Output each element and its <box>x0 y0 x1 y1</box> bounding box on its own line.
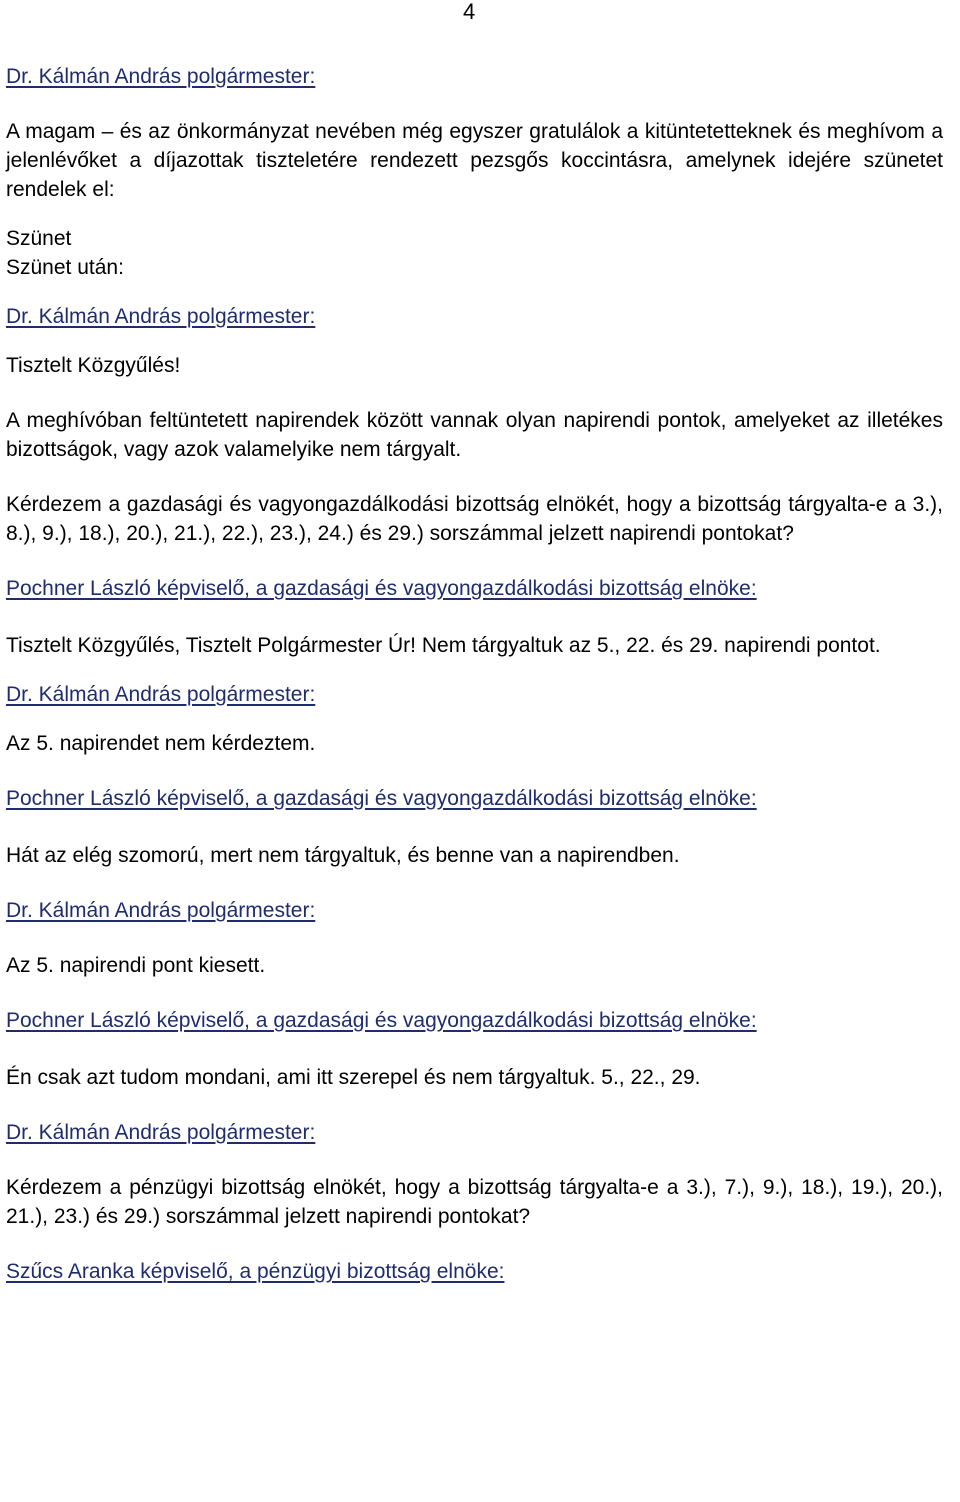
paragraph-text: A magam – és az önkormányzat nevében még egyszer gratulálok a kitüntetetteknek és meghívom a jelenlévőket a díjazottak tiszteletére rendezett pezsgős koccintásra, amelynek idejére szünetet rendelek el: <box>6 120 943 201</box>
paragraph-text: Az 5. napirendet nem kérdeztem. <box>6 732 316 755</box>
paragraph-text: Tisztelt Közgyűlés, Tisztelt Polgármester Úr! Nem tárgyaltuk az 5., 22. és 29. napirendi pontot. <box>6 634 881 657</box>
speaker-name: Dr. Kálmán András polgármester: <box>6 683 316 706</box>
paragraph <box>6 841 943 870</box>
paragraph-text: Szünet után: <box>6 256 124 279</box>
speaker-heading <box>6 302 943 331</box>
speaker-heading <box>6 680 943 709</box>
speaker-heading <box>6 1257 943 1286</box>
paragraph <box>6 117 943 204</box>
speaker-name: Pochner László képviselő, a gazdasági és vagyongazdálkodási bizottság elnöke: <box>6 577 757 600</box>
paragraph <box>6 1063 943 1092</box>
paragraph <box>6 729 943 758</box>
speaker-name: Dr. Kálmán András polgármester: <box>6 305 316 328</box>
speaker-heading <box>6 1118 943 1147</box>
paragraph <box>6 224 943 253</box>
paragraph <box>6 951 943 980</box>
paragraph <box>6 253 943 282</box>
paragraph-text: Kérdezem a gazdasági és vagyongazdálkodási bizottság elnökét, hogy a bizottság tárgyalta-e a 3.), 8.), 9.), 18.), 20.), 21.), 22.), 23.), 24.) és 29.) sorszámmal jelzett napirendi pontokat? <box>6 493 943 545</box>
speaker-heading <box>6 784 943 813</box>
paragraph <box>6 351 943 380</box>
paragraph-text: Hát az elég szomorú, mert nem tárgyaltuk, és benne van a napirendben. <box>6 844 680 867</box>
paragraph-text: Szünet <box>6 227 72 250</box>
paragraph-text: Az 5. napirendi pont kiesett. <box>6 954 266 977</box>
page-number: 4 <box>463 0 476 24</box>
paragraph-text: Kérdezem a pénzügyi bizottság elnökét, hogy a bizottság tárgyalta-e a 3.), 7.), 9.), 18.), 19.), 20.), 21.), 23.) és 29.) sorszámmal jelzett napirendi pontokat? <box>6 1176 943 1228</box>
speaker-name: Dr. Kálmán András polgármester: <box>6 899 316 922</box>
speaker-heading <box>6 896 943 925</box>
speaker-name: Szűcs Aranka képviselő, a pénzügyi bizottság elnöke: <box>6 1260 505 1283</box>
speaker-name: Pochner László képviselő, a gazdasági és vagyongazdálkodási bizottság elnöke: <box>6 1009 757 1032</box>
paragraph-text: A meghívóban feltüntetett napirendek között vannak olyan napirendi pontok, amelyeket az illetékes bizottságok, vagy azok valamelyike nem tárgyalt. <box>6 409 943 461</box>
paragraph-text: Én csak azt tudom mondani, ami itt szerepel és nem tárgyaltuk. 5., 22., 29. <box>6 1066 701 1089</box>
speaker-name: Pochner László képviselő, a gazdasági és vagyongazdálkodási bizottság elnöke: <box>6 787 757 810</box>
document-body <box>6 62 943 1286</box>
paragraph-text: Tisztelt Közgyűlés! <box>6 354 181 377</box>
speaker-heading <box>6 62 943 91</box>
paragraph <box>6 406 943 464</box>
speaker-heading <box>6 1006 943 1035</box>
paragraph <box>6 490 943 548</box>
speaker-heading <box>6 574 943 603</box>
speaker-name: Dr. Kálmán András polgármester: <box>6 65 316 88</box>
paragraph <box>6 631 943 660</box>
speaker-name: Dr. Kálmán András polgármester: <box>6 1121 316 1144</box>
paragraph <box>6 1173 943 1231</box>
